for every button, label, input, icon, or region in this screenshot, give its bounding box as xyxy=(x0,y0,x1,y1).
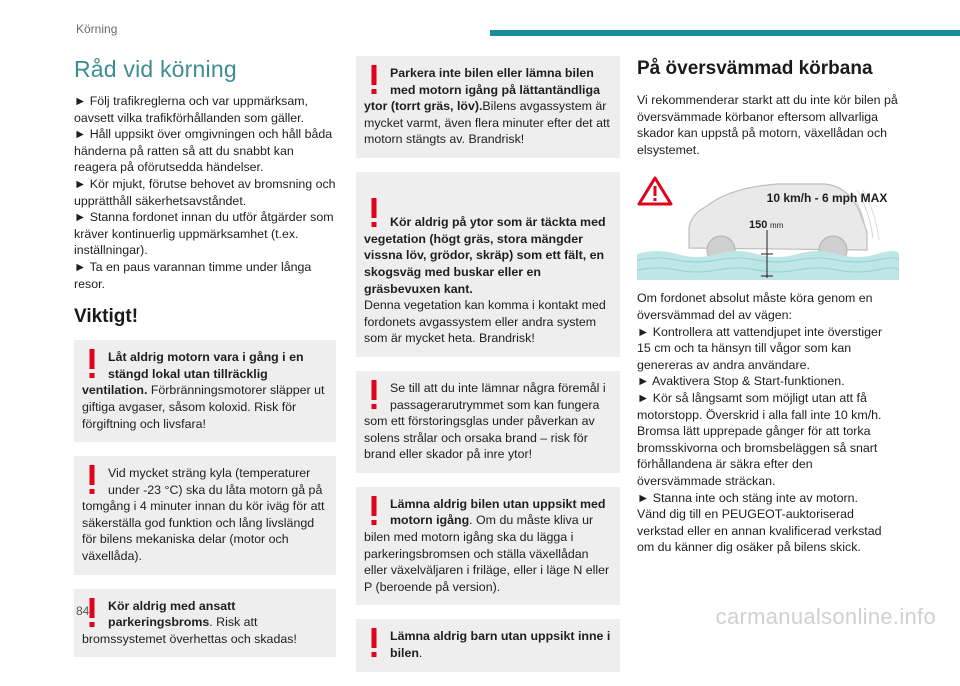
warning-exclamation-icon xyxy=(364,380,384,412)
warning-text: . Risk att bromssystemet överhettas och skadas! xyxy=(82,615,297,646)
column-driving-advice xyxy=(74,56,336,671)
warning-exclamation-icon xyxy=(82,349,102,381)
warning-box xyxy=(356,619,620,671)
depth-value-label: 150 xyxy=(749,219,768,232)
warning-text: Förbränningsmotorer släpper ut giftiga avgaser, såsom koloxid. Risk för förgiftning och livsfara! xyxy=(82,383,325,431)
warning-bold-text: Låt aldrig motorn vara i gång i en stängd lokal utan tillräcklig ventilation. xyxy=(82,350,304,398)
warning-exclamation-icon xyxy=(82,465,102,497)
watermark: carmanualsonline.info xyxy=(715,604,936,629)
warning-triangle-icon xyxy=(639,178,671,204)
header-accent-bar xyxy=(490,30,960,36)
warning-text: . Om du måste kliva ur bilen med motorn igång ska du lägga i parkeringsbromsen och ställa växellådan eller växelväljaren i friläge, eller i läge N eller P (beroende på version). xyxy=(364,513,610,594)
warning-box xyxy=(74,340,336,442)
warning-text: . xyxy=(418,646,423,661)
warning-bold-text: Parkera inte bilen eller lämna bilen med motorn igång på lättantändliga ytor (torrt gräs, löv). xyxy=(364,66,600,114)
warning-text: Bilens avgassystem är mycket varmt, även flera minuter efter det att motorn stängts av. Brandrisk! xyxy=(364,99,610,147)
warning-exclamation-icon xyxy=(364,198,384,230)
warning-box xyxy=(74,589,336,658)
warning-box xyxy=(356,56,620,158)
page-number: 84 xyxy=(76,604,90,618)
warning-box xyxy=(356,172,620,357)
warning-box xyxy=(356,371,620,473)
flooded-road-illustration xyxy=(637,170,899,280)
warning-text: Vid mycket sträng kyla (temperaturer under -23 °C) ska du låta motorn gå på tomgång i 4 minuter innan du kör iväg för att säkerställa god funktion och lång livslängd för bilens mekaniska delar (motor och växellåda). xyxy=(82,466,325,564)
warning-exclamation-icon xyxy=(364,65,384,97)
warning-bold-text: Kör aldrig på ytor som är täckta med vegetation (högt gräs, stora mängder vissna löv, grödor, skräp) som ett fält, en skogsväg med buskar eller en gräsbevuxen kant. xyxy=(364,215,606,296)
section-title-driving-advice: Råd vid körning xyxy=(74,56,237,82)
depth-unit-label: mm xyxy=(770,221,784,231)
warning-box xyxy=(356,487,620,606)
warning-text: Denna vegetation kan komma i kontakt med fordonets avgassystem eller andra system som är mycket heta. Brandrisk! xyxy=(364,298,606,346)
flooded-road-intro: Vi rekommenderar starkt att du inte kör bilen på översvämmade körbanor eftersom allvarliga skador kan uppstå på motorn, växellådan och elsystemet. xyxy=(637,93,898,157)
section-title-flooded-road: På översvämmad körbana xyxy=(637,58,873,79)
flooded-road-instructions: Om fordonet absolut måste köra genom en översvämmad del av vägen: ► Kontrollera att vattendjupet inte överstiger 15 cm och ta hänsyn till vågor som kan genereras av andra användare. ► Avaktivera Stop & Start-funktionen. ► Kör så långsamt som möjligt utan att få motorstopp. Överskrid i alla fall inte 10 km/h. Bromsa lätt upprepade gånger för att torka bromsskivorna och bromsbeläggen så snart förhållandena är säkra efter den översvämmade sträckan. ► Stanna inte och stäng inte av motorn. Vänd dig till en PEUGEOT-auktoriserad verkstad eller en annan kvalificerad verkstad om du känner dig osäker på bilens skick. xyxy=(637,291,883,555)
warning-text: Se till att du inte lämnar några föremål i passagerarutrymmet som kan fungera som ett förstoringsglas under påverkan av solens strålar och orsaka brand – risk för brand eller skador på inre ytor! xyxy=(364,380,606,462)
driving-tips: ► Följ trafikreglerna och var uppmärksam, oavsett vilka trafikförhållanden som gäller. ► Håll uppsikt över omgivningen och håll båda händerna på ratten så att du snabbt kan reagera på oförutsedda händelser. ► Kör mjukt, förutse behovet av bromsning och upprätthåll säkerhetsavståndet. ► Stanna fordonet innan du utför åtgärder som kräver kontinuerlig uppmärksamhet (t.ex. inställningar). ► Ta en paus varannan timme under långa resor. xyxy=(74,94,336,291)
speed-limit-label: 10 km/h - 6 mph MAX xyxy=(766,191,888,206)
warning-bold-text: Kör aldrig med ansatt parkeringsbroms xyxy=(108,598,236,630)
warning-box xyxy=(74,456,336,575)
warning-exclamation-icon xyxy=(364,628,384,660)
warning-bold-text: Lämna aldrig bilen utan uppsikt med motorn igång xyxy=(390,496,606,528)
warning-bold-text: Lämna aldrig barn utan uppsikt inne i bilen xyxy=(390,629,611,661)
running-header: Körning xyxy=(76,22,118,36)
section-title-important: Viktigt! xyxy=(74,306,139,328)
column-fire-warnings xyxy=(356,56,620,686)
warning-exclamation-icon xyxy=(364,496,384,528)
column-flooded-road xyxy=(637,56,899,556)
